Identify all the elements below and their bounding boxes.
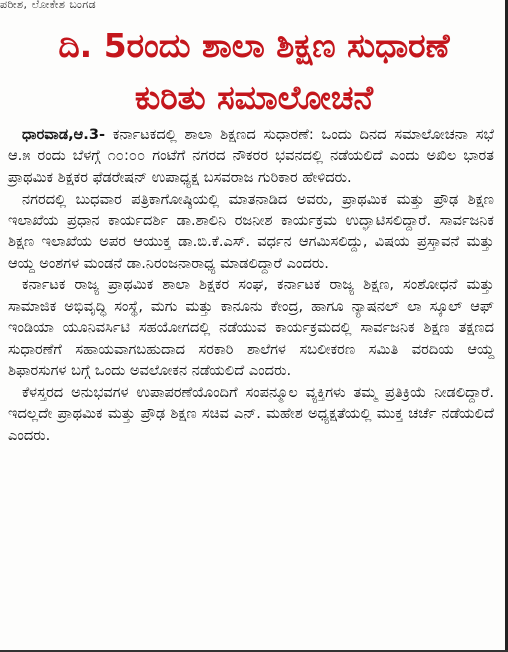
paragraph-1-text: ಕರ್ನಾಟಕದಲ್ಲಿ ಶಾಲಾ ಶಿಕ್ಷಣದ ಸುಧಾರಣೆ: ಒಂದು ದಿನದ ಸಮಾಲೋಚನಾ ಸಭೆ ಆ.೫ ರಂದು ಬೆಳಗ್ಗೆ ೧೦:೦೦ ಗಂಟೆಗೆ ನಗರದ ನೌಕರರ ಭವನದಲ್ಲಿ ನಡೆಯಲಿದೆ ಎಂದು ಅಖಿಲ ಭಾರತ ಪ್ರಾಥಮಿಕ ಶಿಕ್ಷಕರ ಫೆಡರೇಷನ್ ಉಪಾಧ್ಯಕ್ಷ ಬಸವರಾಜ ಗುರಿಕಾರ ಹೇಳಿದರು. <box>8 126 495 186</box>
article-paragraph-1 <box>8 124 494 188</box>
headline-line-1: ದಿ. 5ರಂದು ಶಾಲಾ ಶಿಕ್ಷಣ ಸುಧಾರಣೆ <box>58 26 450 65</box>
cropped-top-text: ಪರೀಶ, ಲೋಕೇಶ ಬಂಗಡ <box>0 0 97 10</box>
article-paragraph-4: ಕೆಳಸ್ತರದ ಅನುಭವಗಳ ಉಪಾಪರಣೆಯೊಂದಿಗೆ ಸಂಪನ್ಮೂಲ ವ್ಯಕ್ತಿಗಳು ತಮ್ಮ ಪ್ರತಿಕ್ರಿಯೆ ನೀಡಲಿದ್ದಾರೆ. ಇದಲ್ಲದೇ ಪ್ರಾಥಮಿಕ ಮತ್ತು ಪ್ರೌಢ ಶಿಕ್ಷಣ ಸಚಿವ ಎನ್. ಮಹೇಶ ಅಧ್ಯಕ್ಷತೆಯಲ್ಲಿ ಮುಕ್ತ ಚರ್ಚೆ ನಡೆಯಲಿದೆ ಎಂದರು. <box>8 383 494 444</box>
article-paragraph-2: ನಗರದಲ್ಲಿ ಬುಧವಾರ ಪತ್ರಿಕಾಗೋಷ್ಠಿಯಲ್ಲಿ ಮಾತನಾಡಿದ ಅವರು, ಪ್ರಾಥಮಿಕ ಮತ್ತು ಪ್ರೌಢ ಶಿಕ್ಷಣ ಇಲಾಖೆಯ ಪ್ರಧಾನ ಕಾರ್ಯದರ್ಶಿ ಡಾ.ಶಾಲಿನಿ ರಜನೀಶ ಕಾರ್ಯಕ್ರಮ ಉದ್ಘಾಟಿಸಲಿದ್ದಾರೆ. ಸಾರ್ವಜನಿಕ ಶಿಕ್ಷಣ ಇಲಾಖೆಯ ಅಪರ ಆಯುಕ್ತ ಡಾ.ಬಿ.ಕೆ.ಎಸ್. ವರ್ಧನ ಆಗಮಿಸಲಿದ್ದು, ವಿಷಯ ಪ್ರಸ್ತಾವನೆ ಮತ್ತು ಆಯ್ದ ಅಂಶಗಳ ಮಂಡನೆ ಡಾ.ನಿರಂಜನಾರಾಧ್ಯ ಮಾಡಲಿದ್ದಾರೆ ಎಂದರು. <box>8 190 494 272</box>
article-body <box>8 124 494 446</box>
dateline: ಧಾರವಾಡ,ಆ.3- <box>22 126 106 143</box>
headline-line-2: ಕುರಿತು ಸಮಾಲೋಚನೆ <box>134 78 374 117</box>
article-paragraph-3: ಕರ್ನಾಟಕ ರಾಜ್ಯ ಪ್ರಾಥಮಿಕ ಶಾಲಾ ಶಿಕ್ಷಕರ ಸಂಘ, ಕರ್ನಾಟಕ ರಾಜ್ಯ ಶಿಕ್ಷಣ, ಸಂಶೋಧನೆ ಮತ್ತು ಸಾಮಾಜಿಕ ಅಭಿವೃದ್ಧಿ ಸಂಸ್ಥೆ, ಮಗು ಮತ್ತು ಕಾನೂನು ಕೇಂದ್ರ, ಹಾಗೂ ನ್ಯಾಷನಲ್ ಲಾ ಸ್ಕೂಲ್ ಆಫ್ ಇಂಡಿಯಾ ಯೂನಿವರ್ಸಿಟಿ ಸಹಯೋಗದಲ್ಲಿ ನಡೆಯುವ ಕಾರ್ಯಕ್ರಮದಲ್ಲಿ ಸಾರ್ವಜನಿಕ ಶಿಕ್ಷಣ ತಕ್ಷಣದ ಸುಧಾರಣೆಗೆ ಸಹಾಯವಾಗಬಹುದಾದ ಸರಕಾರಿ ಶಾಲೆಗಳ ಸಬಲೀಕರಣ ಸಮಿತಿ ವರದಿಯ ಆಯ್ದ ಶಿಫಾರಸುಗಳ ಬಗ್ಗೆ ಒಂದು ಅವಲೋಕನ ನಡೆಯಲಿದೆ ಎಂದರು. <box>8 276 494 380</box>
